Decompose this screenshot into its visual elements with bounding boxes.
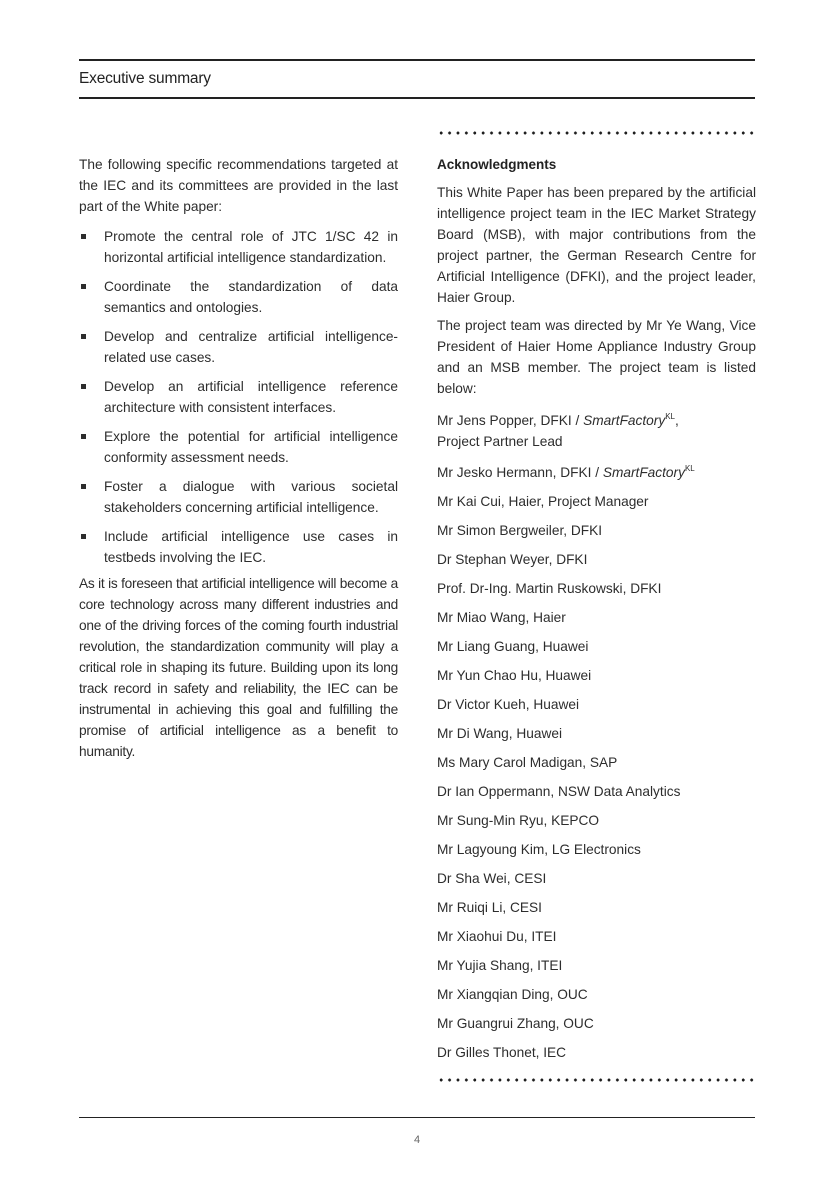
bullet-square-icon: [81, 284, 86, 289]
smartfactory-superscript: KL: [684, 464, 695, 473]
recommendations-list: [79, 226, 398, 568]
list-item: Dr Gilles Thonet, IEC: [437, 1045, 567, 1060]
bullet-square-icon: [81, 484, 86, 489]
list-item: Dr Stephan Weyer, DFKI: [437, 552, 588, 567]
list-item: [79, 326, 398, 368]
list-item: Mr Miao Wang, Haier: [437, 610, 566, 625]
list-item: Mr Ruiqi Li, CESI: [437, 900, 542, 915]
list-item: Dr Sha Wei, CESI: [437, 871, 547, 886]
list-item: Ms Mary Carol Madigan, SAP: [437, 755, 618, 770]
acknowledgments-paragraph: This White Paper has been prepared by the artificial intelligence project team in the IEC Market Strategy Board (MSB), with major contributions from the project partner, the German Research Centre for Artificial Intelligence (DFKI), and the project leader, Haier Group.: [437, 185, 756, 305]
dotted-divider-bottom: [437, 1078, 757, 1082]
list-item: Mr Jens Popper, DFKI / SmartFactory$^{KL}$, Project Partner Lead: [437, 412, 679, 449]
footer-rule: [79, 1117, 755, 1118]
section-title: Executive summary: [79, 70, 211, 87]
smartfactory-name: SmartFactory: [602, 465, 685, 480]
list-item: Dr Ian Oppermann, NSW Data Analytics: [437, 784, 681, 799]
bullet-square-icon: [81, 434, 86, 439]
recommendations-column: [79, 154, 398, 762]
bullet-square-icon: [81, 534, 86, 539]
list-item-text: Coordinate the standardization of data semantics and ontologies.: [104, 279, 398, 315]
list-item: [437, 458, 756, 483]
project-team-paragraph: The project team was directed by Mr Ye Wang, Vice President of Haier Home Appliance Industry Group and an MSB member. The project team is listed below:: [437, 318, 756, 396]
member-role: Project Partner Lead: [437, 434, 563, 449]
member-name: Mr Jens Popper, DFKI /: [437, 413, 584, 428]
list-item: Mr Lagyoung Kim, LG Electronics: [437, 842, 641, 857]
list-item: Mr Yun Chao Hu, Huawei: [437, 668, 592, 683]
bullet-square-icon: [81, 334, 86, 339]
smartfactory-superscript: KL: [665, 412, 675, 421]
list-item-text: Explore the potential for artificial intelligence conformity assessment needs.: [104, 429, 398, 465]
smartfactory-name: SmartFactory: [583, 413, 666, 428]
list-item: Mr Kai Cui, Haier, Project Manager: [437, 494, 649, 509]
list-item: Mr Xiangqian Ding, OUC: [437, 987, 588, 1002]
list-item: Mr Liang Guang, Huawei: [437, 639, 589, 654]
list-item-text: Develop an artificial intelligence reference architecture with consistent interfaces.: [104, 379, 398, 415]
page-number: 4: [413, 1134, 421, 1146]
list-item-text: Include artificial intelligence use cases in testbeds involving the IEC.: [104, 529, 398, 565]
list-item-text: Promote the central role of JTC 1/SC 42 in horizontal artificial intelligence standardization.: [104, 229, 398, 265]
conclusion-paragraph: As it is foreseen that artificial intelligence will become a core technology across many different industries and one of the driving forces of the coming fourth industrial revolution, the standardization community will play a critical role in shaping its future. Building upon its long track record in safety and reliability, the IEC can be instrumental in achieving this goal and fulfilling the promise of artificial intelligence as a benefit to humanity.: [79, 576, 398, 759]
dotted-divider-top: [437, 131, 757, 135]
team-members-list: [437, 406, 756, 1063]
header-rule-bottom: [79, 97, 755, 99]
member-name: Mr Jesko Hermann, DFKI /: [437, 465, 603, 480]
list-item: Mr Simon Bergweiler, DFKI: [437, 523, 603, 538]
list-item: [79, 476, 398, 518]
list-item-text: Foster a dialogue with various societal stakeholders concerning artificial intelligence.: [104, 479, 398, 515]
list-item: Mr Di Wang, Huawei: [437, 726, 562, 741]
list-item: Prof. Dr-Ing. Martin Ruskowski, DFKI: [437, 581, 662, 596]
list-item: [79, 526, 398, 568]
list-item: [79, 276, 398, 318]
header-rule-top: [79, 59, 755, 61]
list-item: Mr Xiaohui Du, ITEI: [437, 929, 557, 944]
bullet-square-icon: [81, 234, 86, 239]
recommendations-intro: The following specific recommendations targeted at the IEC and its committees are provided in the last part of the White paper:: [79, 157, 398, 214]
list-item: Mr Guangrui Zhang, OUC: [437, 1016, 594, 1031]
acknowledgments-heading: Acknowledgments: [437, 157, 557, 172]
list-item: Dr Victor Kueh, Huawei: [437, 697, 580, 712]
list-item: Mr Yujia Shang, ITEI: [437, 958, 563, 973]
acknowledgments-column: [437, 154, 756, 1071]
list-item: [79, 376, 398, 418]
bullet-square-icon: [81, 384, 86, 389]
list-item: Mr Sung-Min Ryu, KEPCO: [437, 813, 600, 828]
list-item: [79, 226, 398, 268]
list-item-text: Develop and centralize artificial intelligence-related use cases.: [104, 329, 398, 365]
list-item: [79, 426, 398, 468]
